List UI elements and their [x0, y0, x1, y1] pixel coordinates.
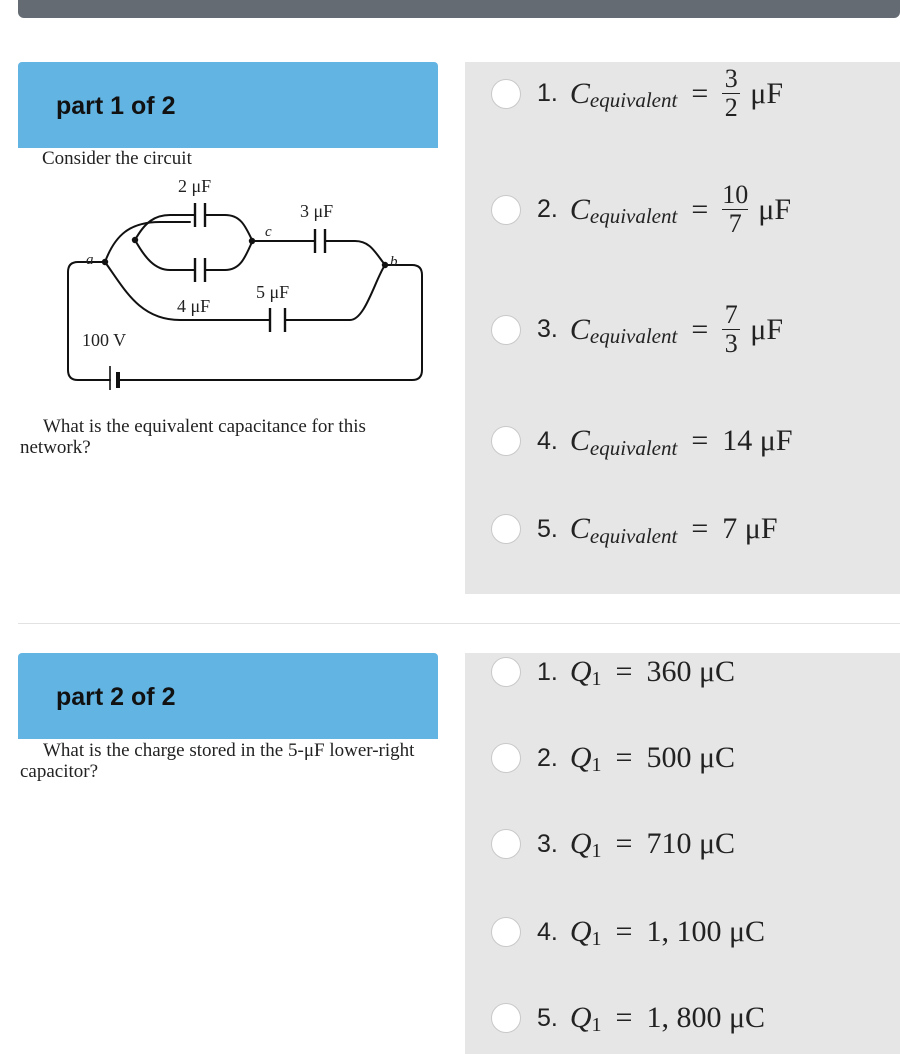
radio-button[interactable] — [491, 657, 521, 687]
label-2uf: 2 μF — [178, 176, 212, 196]
option-number: 1. — [537, 79, 558, 107]
fraction — [722, 66, 740, 121]
part-2-title: part 2 of 2 — [56, 683, 176, 711]
variable: Q — [569, 741, 592, 774]
value: 1, 100 — [646, 915, 722, 948]
numerator: 10 — [722, 180, 749, 209]
part-1-option-1[interactable] — [491, 66, 783, 121]
denominator: 2 — [724, 93, 738, 122]
wire-b-lower — [285, 265, 385, 320]
part-1-header — [18, 62, 438, 148]
option-formula: Q 1 = 1, 800 μC — [569, 1001, 766, 1036]
subscript: equivalent — [589, 204, 678, 228]
variable: Q — [569, 915, 592, 948]
option-formula: C equivalent = $\frac{7}{3}$ μF — [569, 300, 784, 358]
option-number: 5. — [537, 514, 558, 543]
value: 710 — [646, 827, 692, 860]
part-2-option-1[interactable] — [491, 655, 735, 689]
part-2-question: What is the charge stored in the 5-μF lower-right capacitor? — [20, 740, 415, 782]
label-100v: 100 V — [82, 330, 127, 350]
option-formula: Q 1 = 710 μC — [569, 827, 736, 862]
unit: μC — [698, 741, 736, 774]
value: 14 — [722, 424, 753, 457]
subscript: 1 — [591, 839, 602, 862]
node-a — [102, 259, 108, 265]
part-2-option-4[interactable] — [491, 915, 765, 949]
unit: μF — [744, 512, 778, 545]
subscript: 1 — [591, 927, 602, 950]
subscript: equivalent — [589, 523, 678, 548]
circuit-diagram — [60, 170, 430, 390]
top-bar — [18, 0, 900, 18]
variable: Q — [569, 655, 592, 688]
part-1-option-2[interactable] — [491, 182, 791, 237]
part-2-option-5[interactable] — [491, 1001, 765, 1035]
variable: Q — [569, 1001, 592, 1034]
subscript: 1 — [591, 1013, 602, 1036]
option-formula: C equivalent = $\frac{10}{7}$ μF — [569, 180, 792, 238]
option-formula: Q 1 = 1, 100 μC — [569, 915, 766, 950]
subscript: equivalent — [589, 324, 678, 348]
option-formula: Q 1 = 360 μC — [569, 655, 736, 690]
part-1-option-4[interactable] — [491, 424, 793, 458]
wire-par-right-bot — [205, 242, 252, 270]
numerator: 3 — [724, 64, 738, 93]
subscript: equivalent — [589, 435, 678, 460]
part-1-answers — [465, 62, 900, 594]
variable: C — [569, 192, 590, 226]
unit: μC — [728, 915, 766, 948]
radio-button[interactable] — [491, 743, 521, 773]
subscript: 1 — [591, 667, 602, 690]
radio-button[interactable] — [491, 1003, 521, 1033]
label-a: a — [86, 252, 94, 268]
option-formula: C equivalent = 14 μF — [569, 424, 793, 460]
unit: μC — [698, 655, 736, 688]
label-c: c — [265, 224, 272, 240]
fraction — [722, 182, 748, 237]
node-c — [249, 238, 255, 244]
radio-button[interactable] — [491, 514, 521, 544]
option-formula: C equivalent = $\frac{3}{2}$ μF — [569, 64, 784, 122]
unit: μF — [750, 312, 784, 346]
part-2-answers — [465, 653, 900, 1054]
value: 360 — [646, 655, 692, 688]
unit: μF — [759, 424, 793, 457]
variable: C — [569, 424, 590, 457]
subscript: 1 — [591, 753, 602, 776]
wire-par-left-bot — [135, 240, 195, 270]
radio-button[interactable] — [491, 79, 521, 109]
variable: C — [569, 312, 590, 346]
denominator: 7 — [728, 209, 742, 238]
option-number: 2. — [537, 743, 558, 772]
radio-button[interactable] — [491, 315, 521, 345]
wire-par-right-top — [205, 215, 252, 240]
option-number: 3. — [537, 829, 558, 858]
node-b — [382, 262, 388, 268]
node-par-left — [132, 237, 138, 243]
label-5uf: 5 μF — [256, 282, 290, 302]
part-1-title: part 1 of 2 — [56, 92, 176, 120]
wire-a-upper — [105, 222, 190, 262]
numerator: 7 — [724, 300, 738, 329]
part-2-option-2[interactable] — [491, 741, 735, 775]
value: 7 — [722, 512, 738, 545]
option-number: 4. — [537, 426, 558, 455]
section-divider — [18, 623, 900, 624]
option-number: 2. — [537, 195, 558, 223]
unit: μF — [758, 192, 792, 226]
label-b: b — [390, 254, 398, 270]
option-formula: C equivalent = 7 μF — [569, 512, 778, 548]
radio-button[interactable] — [491, 426, 521, 456]
option-number: 1. — [537, 657, 558, 686]
radio-button[interactable] — [491, 829, 521, 859]
option-number: 3. — [537, 315, 558, 343]
variable: C — [569, 512, 590, 545]
wire-par-left-top — [135, 215, 195, 240]
unit: μC — [698, 827, 736, 860]
radio-button[interactable] — [491, 195, 521, 225]
denominator: 3 — [724, 329, 738, 358]
part-2-header — [18, 653, 438, 739]
option-formula: Q 1 = 500 μC — [569, 741, 736, 776]
part-1-option-5[interactable] — [491, 512, 778, 546]
unit: μF — [750, 76, 784, 110]
fraction — [722, 302, 740, 357]
part-1-option-3[interactable] — [491, 302, 783, 357]
value: 500 — [646, 741, 692, 774]
unit: μC — [728, 1001, 766, 1034]
option-number: 5. — [537, 1003, 558, 1032]
variable: C — [569, 76, 590, 110]
wire-outer-left — [68, 262, 110, 380]
wire-3uf-b — [325, 241, 385, 265]
part-1-intro: Consider the circuit — [42, 148, 192, 169]
label-4uf: 4 μF — [177, 296, 211, 316]
subscript: equivalent — [589, 88, 678, 112]
option-number: 4. — [537, 917, 558, 946]
label-3uf: 3 μF — [300, 201, 334, 221]
radio-button[interactable] — [491, 917, 521, 947]
part-1-question: What is the equivalent capacitance for this network? — [20, 416, 366, 458]
part-2-option-3[interactable] — [491, 827, 735, 861]
variable: Q — [569, 827, 592, 860]
value: 1, 800 — [646, 1001, 722, 1034]
